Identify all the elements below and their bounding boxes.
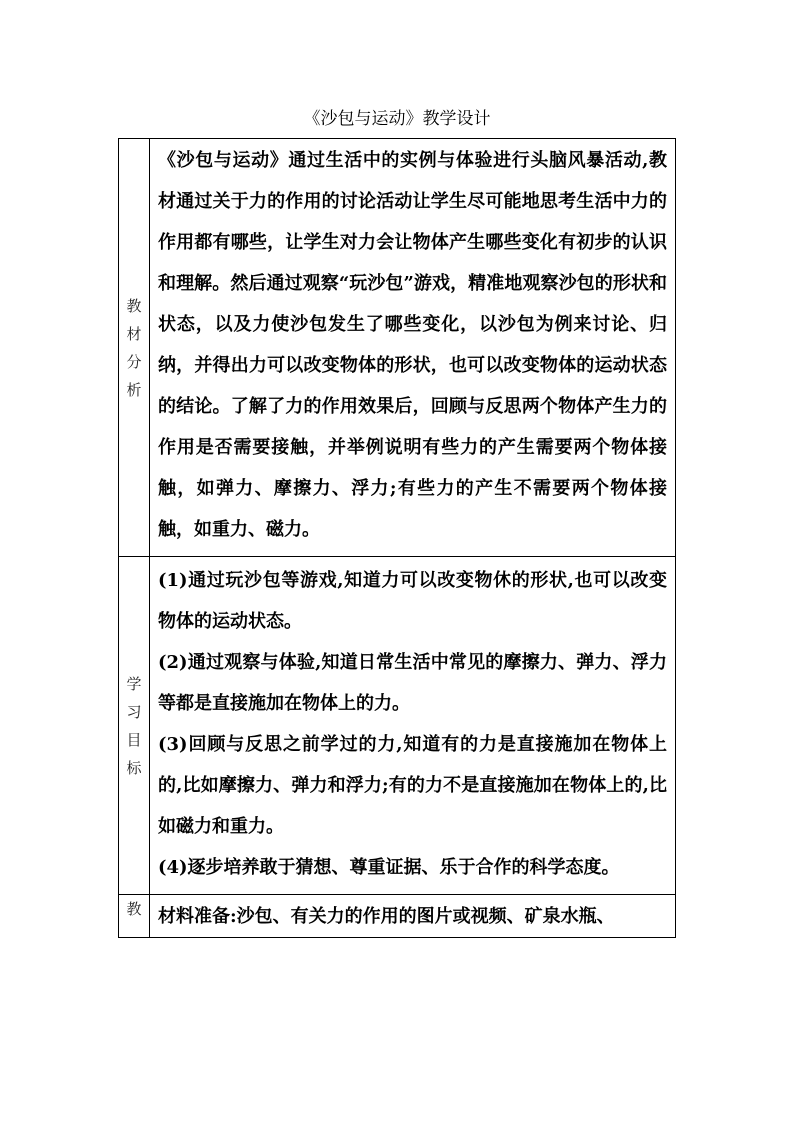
lesson-plan-table xyxy=(118,138,676,938)
label-char: 标 xyxy=(126,758,142,777)
learning-goal-item: (1)通过玩沙包等游戏,知道力可以改变物休的形状,也可以改变物体的运动状态。 xyxy=(158,570,667,632)
materials-paragraph: 材料准备:沙包、有关力的作用的图片或视频、矿泉水瓶、 xyxy=(158,906,615,927)
document-title: 《沙包与运动》教学设计 xyxy=(303,109,491,129)
table-row-teaching-prep xyxy=(119,895,676,938)
material-analysis-paragraph: 《沙包与运动》通过生活中的实例与体验进行头脑风暴活动,教材通过关于力的作用的讨论活动让学生尽可能地思考生活中力的作用都有哪些，让学生对力会让物体产生哪些变化有初步的认识和理解。然后通过观察“玩沙包”游戏，精准地观察沙包的形状和状态，以及力使沙包发生了哪些变化，以沙包为例来讨论、归纳，并得出力可以改变物体的形状，也可以改变物体的运动状态的结论。了解了力的作用效果后，回顾与反思两个物体产生力的作用是否需要接触，并举例说明有些力的产生需要两个物体接触，如弹力、摩擦力、浮力;有些力的产生不需要两个物体接触，如重力、磁力。 xyxy=(158,150,667,540)
row-label-material-analysis xyxy=(119,139,150,557)
label-char: 分 xyxy=(126,352,142,371)
table-row-learning-goals xyxy=(119,557,676,895)
teaching-prep-content xyxy=(150,895,676,938)
label-char: 教 xyxy=(126,900,142,918)
row-label-learning-goals xyxy=(119,557,150,895)
learning-goal-item: (4)逐步培养敢于猜想、尊重证据、乐于合作的科学态度。 xyxy=(158,857,620,878)
material-analysis-content xyxy=(150,139,676,557)
label-char: 教 xyxy=(126,296,142,315)
label-char: 习 xyxy=(126,702,142,721)
learning-goal-item: (3)回顾与反思之前学过的力,知道有的力是直接施加在物体上的,比如摩擦力、弹力和浮力;有的力不是直接施加在物体上的,比如磁力和重力。 xyxy=(158,734,667,837)
label-char: 学 xyxy=(126,674,142,693)
learning-goals-content xyxy=(150,557,676,895)
label-char: 目 xyxy=(126,730,142,749)
learning-goal-item: (2)通过观察与体验,知道日常生活中常见的摩擦力、弹力、浮力等都是直接施加在物体上的力。 xyxy=(158,652,667,714)
label-char: 材 xyxy=(126,324,142,343)
table-row-material-analysis xyxy=(119,139,676,557)
label-char: 析 xyxy=(126,380,142,399)
row-label-teaching-prep xyxy=(119,895,150,938)
